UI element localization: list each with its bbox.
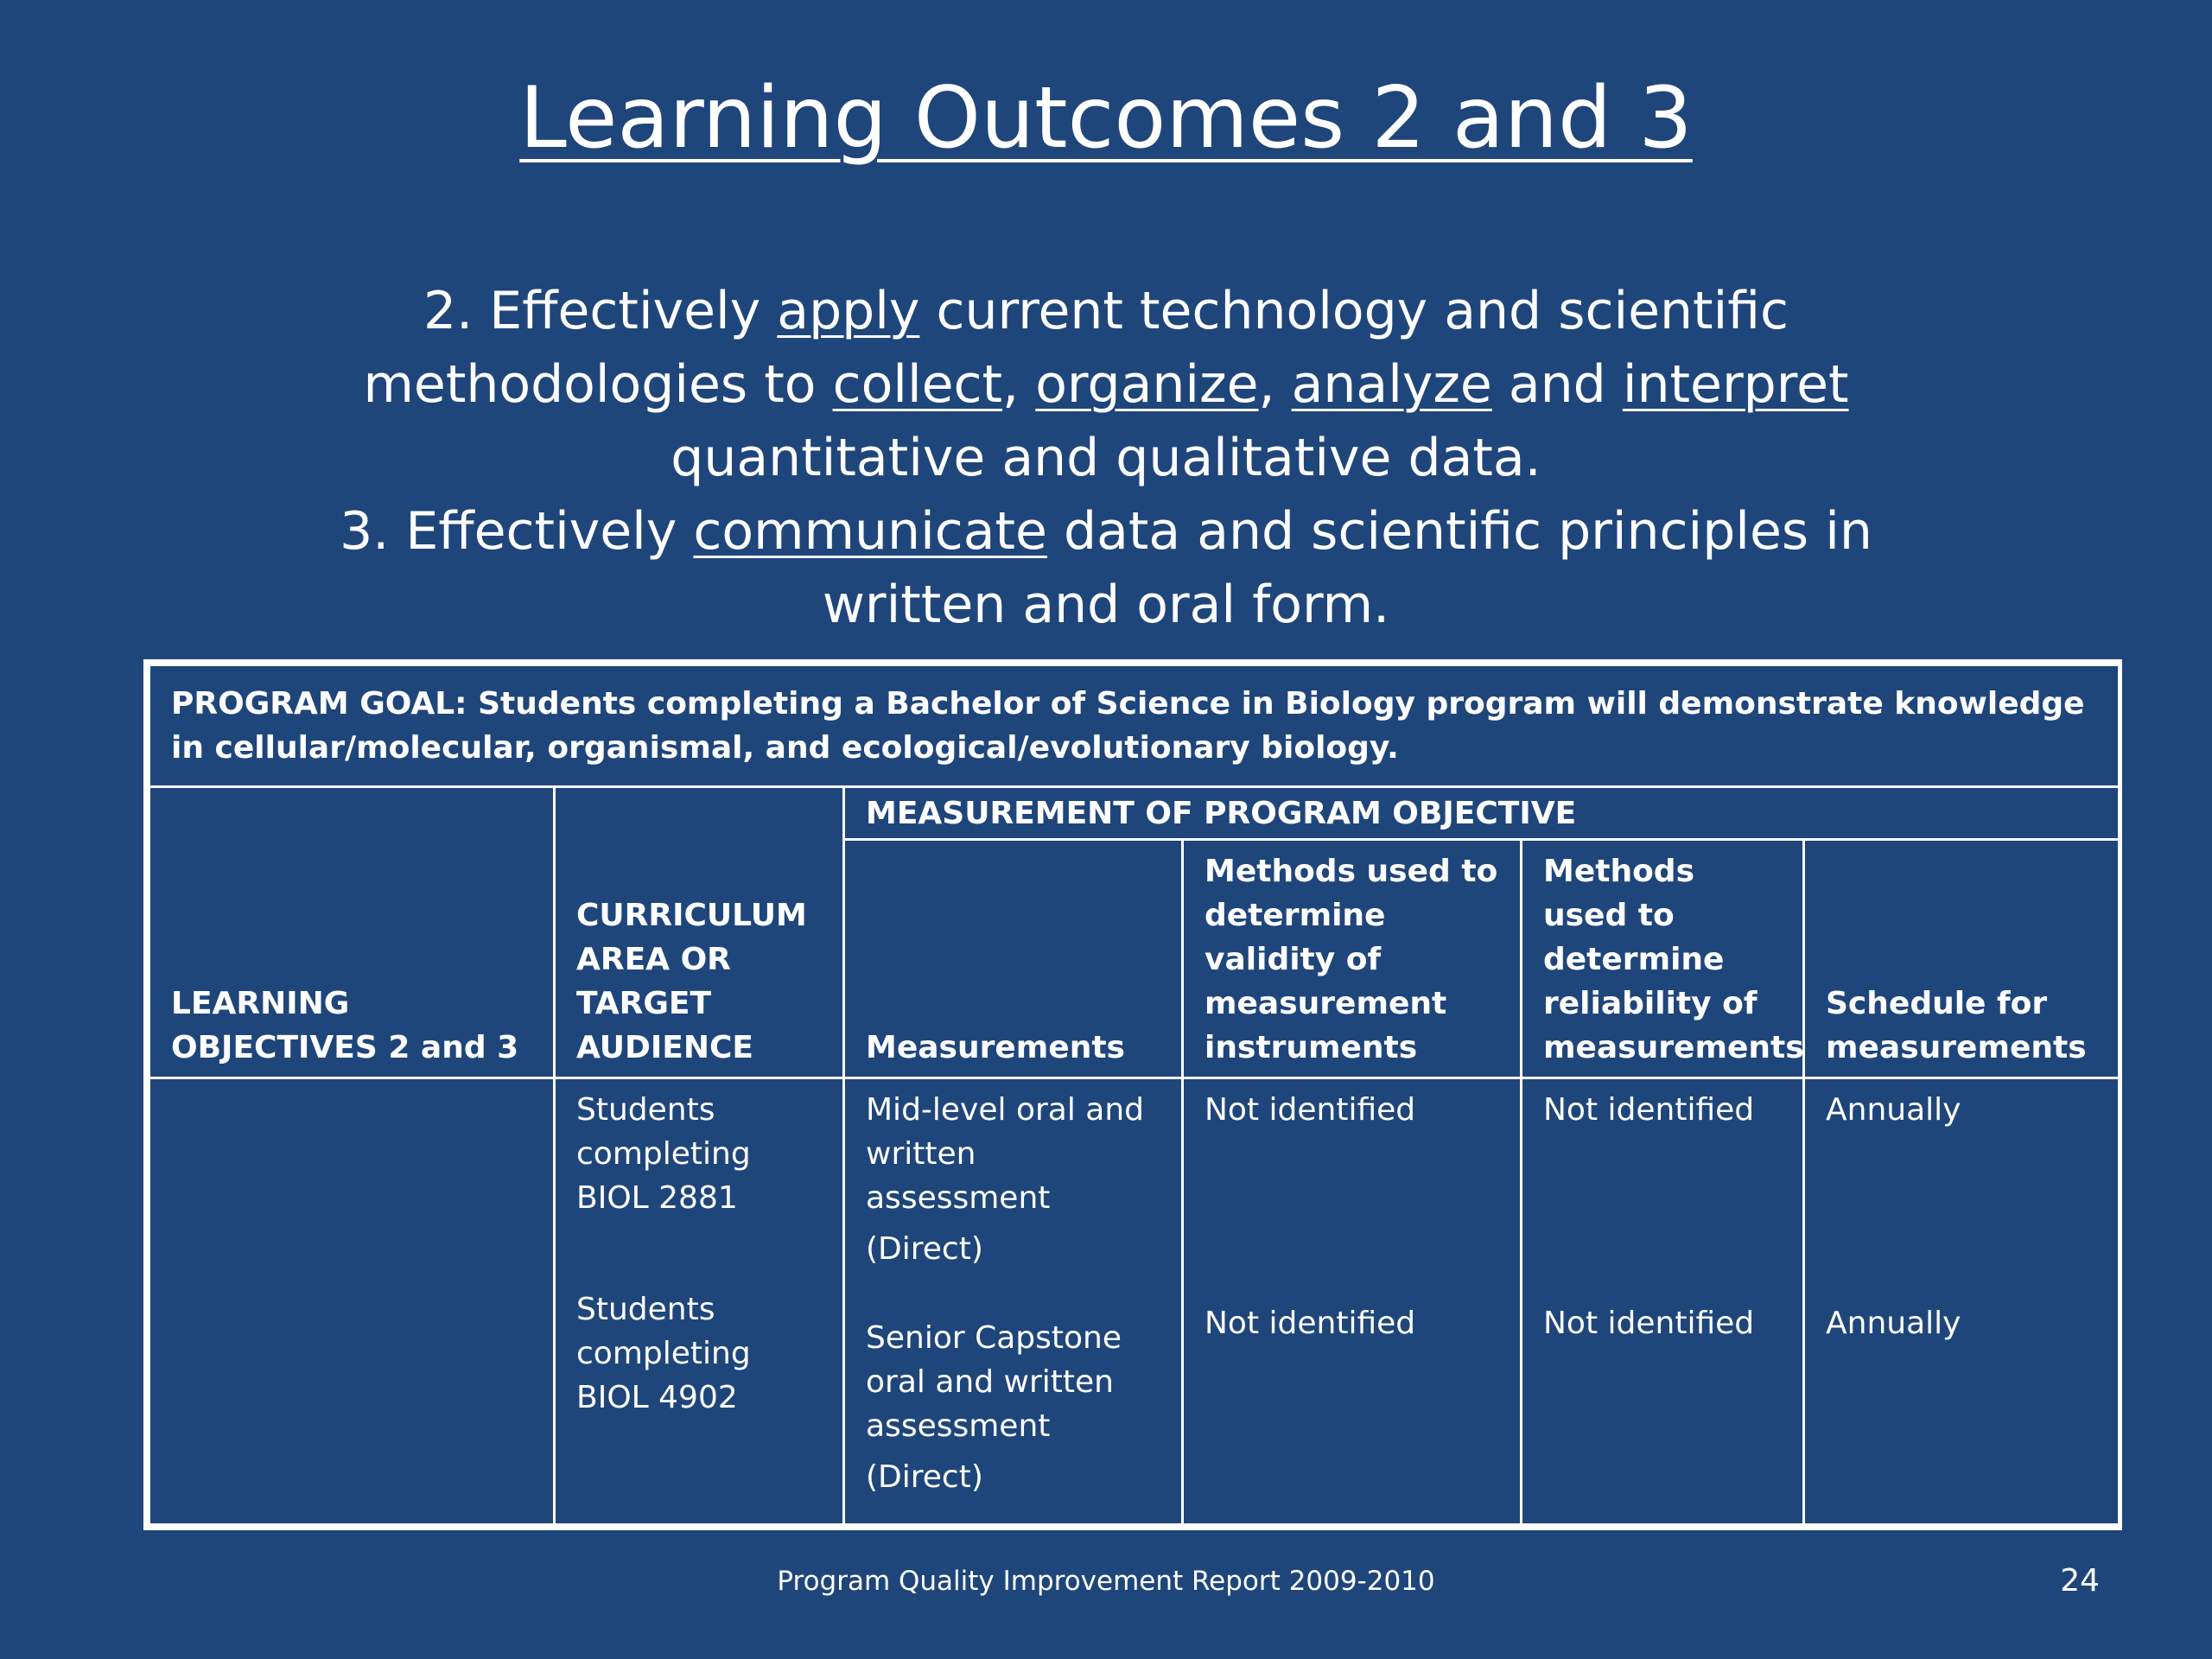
validity-cell: [1183, 1078, 1522, 1525]
page-number: 24: [2060, 1563, 2100, 1599]
spacer: [1543, 1132, 1782, 1301]
assessment-table: [143, 659, 2122, 1530]
objective-2-prefix: 2. Effectively: [423, 281, 778, 341]
header-validity-methods: Methods used to determine validity of measurement instruments: [1183, 840, 1522, 1078]
audience-row-1: Students completing BIOL 2881: [576, 1092, 751, 1216]
learning-objectives-cell: [149, 1078, 555, 1525]
measurement-type-row-2: (Direct): [866, 1459, 983, 1495]
conjunction: and: [1491, 354, 1623, 415]
header-reliability-methods: Methods used to determine reliability of measurements: [1522, 840, 1804, 1078]
keyword-interpret: interpret: [1622, 354, 1849, 415]
objective-2-end: quantitative and qualitative data.: [671, 428, 1541, 488]
header-measurements: Measurements: [844, 840, 1183, 1078]
measurements-cell: [844, 1078, 1183, 1525]
reliability-cell: [1522, 1078, 1804, 1525]
objective-2-mid: current technology and scientific methodologies to: [363, 281, 1789, 415]
schedule-row-1: Annually: [1826, 1092, 1961, 1128]
keyword-organize: organize: [1035, 354, 1259, 415]
measurement-row-1: Mid-level oral and written assessment: [866, 1092, 1145, 1216]
schedule-row-2: Annually: [1826, 1306, 1961, 1341]
slide-title: [0, 62, 2212, 175]
header-learning-objectives: LEARNING OBJECTIVES 2 and 3: [149, 787, 555, 1078]
keyword-analyze: analyze: [1291, 354, 1492, 415]
reliability-row-1: Not identified: [1543, 1092, 1755, 1128]
slide-footer: Program Quality Improvement Report 2009-2010: [777, 1566, 1435, 1597]
measurement-row-2: Senior Capstone oral and written assessment: [866, 1320, 1122, 1444]
validity-row-1: Not identified: [1205, 1092, 1416, 1128]
audience-cell: [555, 1078, 844, 1525]
objective-3-prefix: 3. Effectively: [340, 501, 694, 562]
audience-row-2: Students completing BIOL 4902: [576, 1292, 751, 1415]
spacer: [576, 1220, 822, 1287]
separator: ,: [1002, 354, 1036, 415]
header-measurement-objective: MEASUREMENT OF PROGRAM OBJECTIVE: [844, 787, 2120, 840]
reliability-row-2: Not identified: [1543, 1306, 1755, 1341]
program-goal: PROGRAM GOAL: Students completing a Bachelor of Science in Biology program will demonstrate knowledge in cellular/molecular, organismal, and ecological/evolutionary biology.: [149, 665, 2120, 787]
keyword-collect: collect: [832, 354, 1003, 415]
spacer: [1205, 1132, 1499, 1301]
slide-title-text: Learning Outcomes 2 and 3: [519, 69, 1693, 168]
keyword-apply: apply: [777, 281, 920, 341]
header-schedule: Schedule for measurements: [1804, 840, 2120, 1078]
spacer: [866, 1271, 1160, 1316]
header-curriculum-area: CURRICULUM AREA OR TARGET AUDIENCE: [555, 787, 844, 1078]
objective-2: [251, 275, 1961, 495]
spacer: [1826, 1132, 2097, 1301]
validity-row-2: Not identified: [1205, 1306, 1416, 1341]
learning-objectives-text: [251, 275, 1961, 642]
objective-3: [251, 495, 1961, 642]
measurement-type-row-1: (Direct): [866, 1231, 983, 1267]
schedule-cell: [1804, 1078, 2120, 1525]
separator: ,: [1258, 354, 1292, 415]
objective-3-end: data and scientific principles in written and oral form.: [822, 501, 1872, 635]
keyword-communicate: communicate: [693, 501, 1047, 562]
